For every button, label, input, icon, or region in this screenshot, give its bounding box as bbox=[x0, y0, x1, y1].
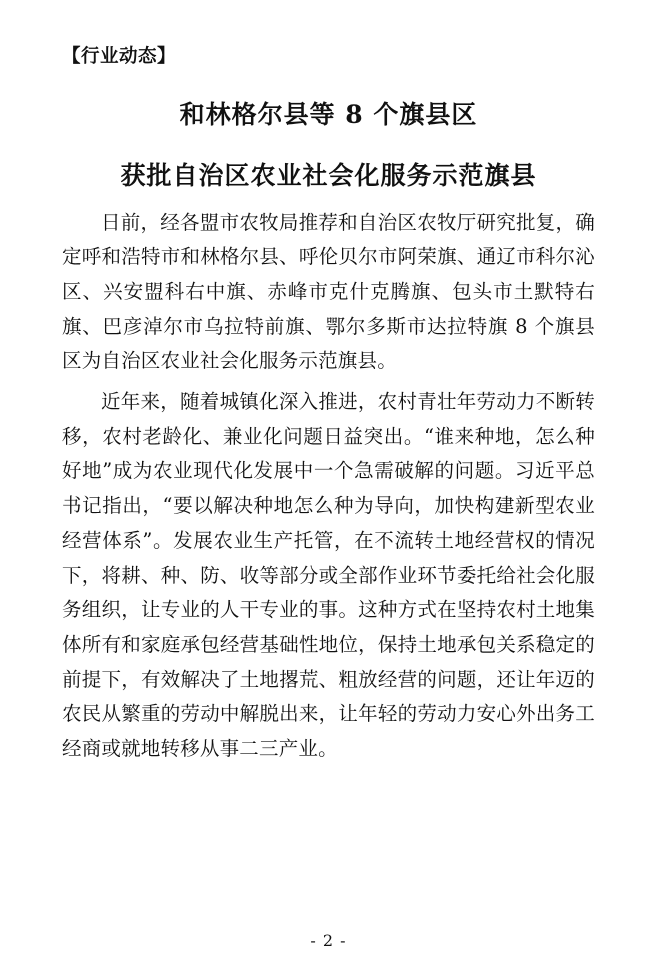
body-paragraph: 日前，经各盟市农牧局推荐和自治区农牧厅研究批复，确定呼和浩特市和林格尔县、呼伦贝尔市阿荣旗、通辽市科尔沁区、兴安盟科右中旗、赤峰市克什克腾旗、包头市土默特右旗、巴彦淖尔市乌拉特前旗、鄂尔多斯市达拉特旗 8 个旗县区为自治区农业社会化服务示范旗县。 bbox=[62, 210, 595, 373]
category-tag: 【行业动态】 bbox=[62, 46, 177, 67]
body-paragraph: 近年来，随着城镇化深入推进，农村青壮年劳动力不断转移，农村老龄化、兼业化问题日益突出。“谁来种地，怎么种好地”成为农业现代化发展中一个急需破解的问题。习近平总书记指出，“要以解决种地怎么种为导向，加快构建新型农业经营体系”。发展农业生产托管，在不流转土地经营权的情况下，将耕、种、防、收等部分或全部作业环节委托给社会化服务组织，让专业的人干专业的事。这种方式在坚持农村土地集体所有和家庭承包经营基础性地位，保持土地承包关系稳定的前提下，有效解决了土地撂荒、粗放经营的问题，还让年迈的农民从繁重的劳动中解脱出来，让年轻的劳动力安心外出务工经商或就地转移从事二三产业。 bbox=[62, 390, 595, 761]
headline-line-1: 和林格尔县等 8 个旗县区 bbox=[179, 100, 478, 129]
page-number: - 2 - bbox=[310, 931, 347, 950]
headline-line-2: 获批自治区农业社会化服务示范旗县 bbox=[120, 160, 537, 190]
